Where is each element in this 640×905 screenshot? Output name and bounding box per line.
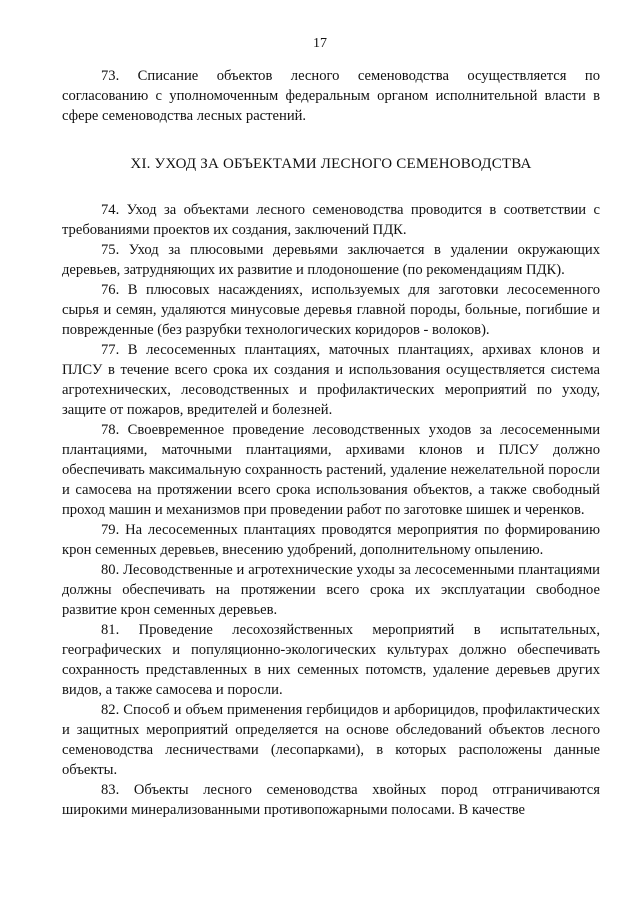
paragraph-78: 78. Своевременное проведение лесоводственных уходов за лесосеменными плантациями, маточными плантациями, архивами клонов и ПЛСУ должно обеспечивать максимальную сохранность растений, удаление нежелательной поросли и самосева на протяжении всего срока использования объектов, а также свободный проход машин и механизмов при проведении работ по заготовке шишек и черенков. — [62, 422, 600, 518]
paragraph-76: 76. В плюсовых насаждениях, используемых для заготовки лесосеменного сырья и семян, удаляются минусовые деревья главной породы, больные, погибшие и поврежденные (без разрубки технологических коридоров - волоков). — [62, 282, 600, 338]
paragraph-75: 75. Уход за плюсовыми деревьями заключается в удалении окружающих деревьев, затрудняющих их развитие и плодоношение (по рекомендациям ПДК). — [62, 242, 600, 278]
paragraph-79: 79. На лесосеменных плантациях проводятся мероприятия по формированию крон семенных деревьев, внесению удобрений, дополнительному опылению. — [62, 522, 600, 558]
section-heading: XI. УХОД ЗА ОБЪЕКТАМИ ЛЕСНОГО СЕМЕНОВОДСТВА — [130, 156, 532, 172]
paragraph-74: 74. Уход за объектами лесного семеноводства проводится в соответствии с требованиями проектов их создания, заключений ПДК. — [62, 202, 600, 238]
paragraph-82: 82. Способ и объем применения гербицидов и арборицидов, профилактических и защитных мероприятий определяется на основе обследований объектов лесного семеноводства лесничествами (лесопарками), в которых расположены данные объекты. — [62, 702, 600, 778]
paragraph-77: 77. В лесосеменных плантациях, маточных плантациях, архивах клонов и ПЛСУ в течение всего срока их создания и использования осуществляется система агротехнических, лесоводственных и профилактических мероприятий по уходу, защите от пожаров, вредителей и болезней. — [62, 342, 600, 418]
paragraph-83: 83. Объекты лесного семеноводства хвойных пород отграничиваются широкими минерализованными противопожарными полосами. В качестве — [62, 782, 600, 818]
page-number: 17 — [313, 36, 327, 51]
document-body — [62, 66, 600, 820]
paragraph-81: 81. Проведение лесохозяйственных мероприятий в испытательных, географических и популяционно-экологических культурах должно обеспечивать сохранность представленных в них семенных потомств, удаление деревьев других видов, а также самосева и поросли. — [62, 622, 600, 698]
paragraph-73: 73. Списание объектов лесного семеноводства осуществляется по согласованию с уполномоченным федеральным органом исполнительной власти в сфере семеноводства лесных растений. — [62, 68, 600, 124]
paragraph-80: 80. Лесоводственные и агротехнические уходы за лесосеменными плантациями должны обеспечивать на протяжении всего срока их эксплуатации свободное развитие крон семенных деревьев. — [62, 562, 600, 618]
